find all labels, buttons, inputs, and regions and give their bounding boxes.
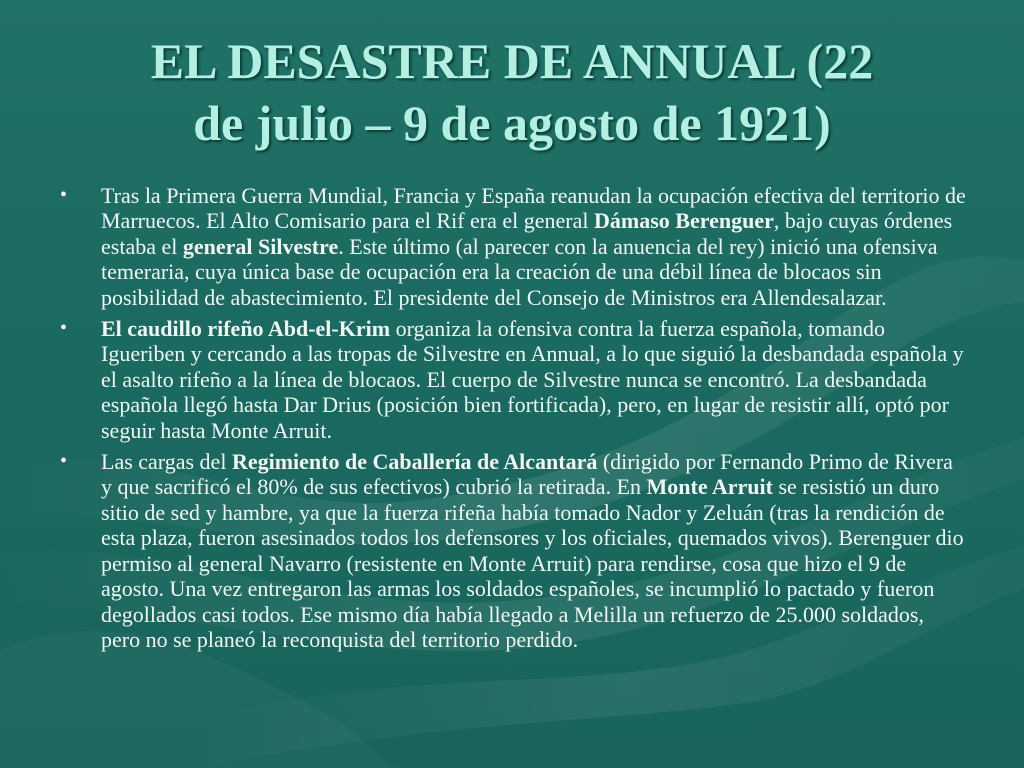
bullet-item-alcantara — [58, 449, 968, 652]
bullet-2-bold-1: El caudillo rifeño Abd-el-Krim — [101, 316, 391, 342]
bullet-list — [58, 183, 968, 658]
bullet-3-text-2: (dirigido por Fernando Primo de Rivera y que sacrificó el 80% de sus efectivos) cubrió la retirada. En — [101, 449, 953, 500]
bullet-dot: • — [60, 450, 68, 473]
bullet-item-abd-el-krim — [58, 316, 968, 443]
bullet-1-text-1: Tras la Primera Guerra Mundial, Francia y España reanudan la ocupación efectiva del territorio de Marruecos. El Alto Comisario para el Rif era el general — [101, 183, 966, 234]
title-line-1: EL DESASTRE DE ANNUAL (22 — [150, 33, 874, 89]
bullet-dot: • — [60, 317, 68, 340]
bullet-3-text-1: Las cargas del — [101, 449, 232, 475]
bullet-dot: • — [60, 184, 68, 206]
bullet-1-text-3: . Este último (al parecer con la anuencia del rey) inició una ofensiva temeraria, cuya única base de ocupación era la creación de una débil línea de blocaos sin posibilidad de abastecimiento. El presidente del Consejo de Ministros era Allendesalazar. — [101, 233, 938, 310]
title-line-2: de julio – 9 de agosto de 1921) — [193, 95, 831, 151]
bullet-3-bold-1: Regimiento de Caballería de Alcantará — [231, 449, 598, 475]
bullet-item-berenguer — [58, 183, 968, 310]
bullet-3-text-3: se resistió un duro sitio de sed y hambre, ya que la fuerza rifeña había tomado Nador y Zeluán (tras la rendición de esta plaza, fueron asesinados todos los defensores y los oficiales, quemados vivos). Berenguer dio permiso al general Navarro (resistente en Monte Arruit) para rendirse, cosa que hizo el 9 de agosto. Una vez entregaron las armas los soldados españoles, se incumplió lo pactado y fueron degollados casi todos. Ese mismo día había llegado a Melilla un refuerzo de 25.000 soldados, pero no se planeó la reconquista del territorio perdido. — [101, 474, 964, 652]
bullet-1-bold-2: general Silvestre — [182, 233, 339, 259]
bullet-2-text-1: organiza la ofensiva contra la fuerza española, tomando Igueriben y cercando a las tropas de Silvestre en Annual, a lo que siguió la desbandada española y el asalto rifeño a la línea de blocaos. El cuerpo de Silvestre nunca se encontró. La desbandada española llegó hasta Dar Drius (posición bien fortificada), pero, en lugar de resistir allí, optó por seguir hasta Monte Arruit. — [101, 316, 964, 443]
bullet-3-bold-2: Monte Arruit — [646, 474, 773, 500]
bullet-1-text-2: , bajo cuyas órdenes estaba el — [101, 208, 953, 259]
bullet-1-bold-1: Dámaso Berenguer — [594, 208, 774, 234]
slide-title — [60, 30, 964, 154]
